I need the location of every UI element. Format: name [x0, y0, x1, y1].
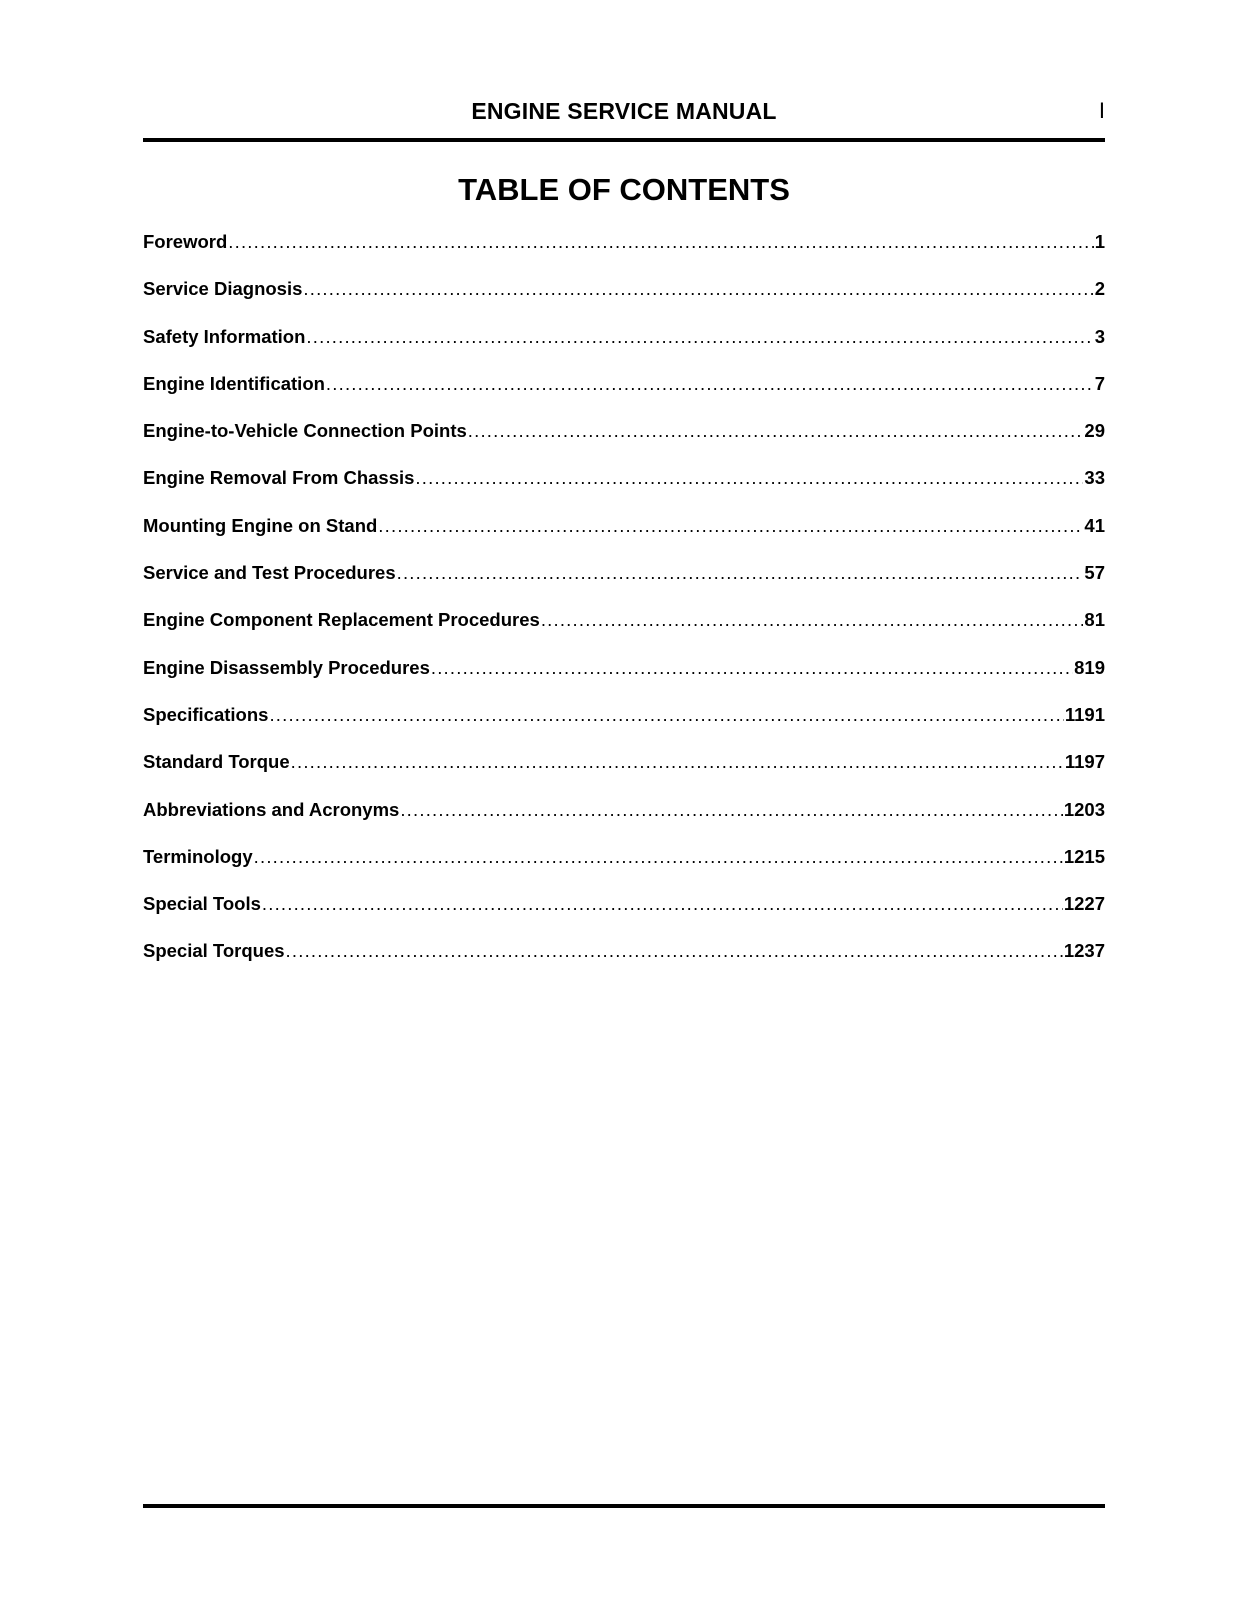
toc-entry-label: Safety Information	[143, 325, 306, 347]
toc-leader-dots	[378, 512, 1083, 540]
toc-leader-dots	[303, 275, 1093, 303]
toc-entry-page: 819	[1074, 656, 1105, 678]
toc-entry-page: 29	[1084, 420, 1105, 442]
toc-entry-engine-component-replacement-procedures[interactable]	[143, 606, 1105, 653]
toc-leader-dots	[468, 417, 1084, 445]
toc-entry-label: Special Torques	[143, 940, 285, 962]
toc-entry-foreword[interactable]	[143, 228, 1105, 275]
toc-entry-standard-torque[interactable]	[143, 748, 1105, 795]
toc-leader-dots	[228, 228, 1093, 256]
toc-entry-label: Engine Removal From Chassis	[143, 467, 415, 489]
header-title: ENGINE SERVICE MANUAL	[471, 98, 777, 124]
toc-entry-engine-disassembly-procedures[interactable]	[143, 654, 1105, 701]
toc-leader-dots	[541, 606, 1084, 634]
toc-entry-terminology[interactable]	[143, 843, 1105, 890]
header-rule	[143, 138, 1105, 142]
toc-entry-page: 7	[1094, 372, 1105, 394]
page-header	[143, 94, 1105, 128]
toc-leader-dots	[326, 370, 1094, 398]
toc-entry-label: Standard Torque	[143, 751, 290, 773]
toc-entry-abbreviations-and-acronyms[interactable]	[143, 796, 1105, 843]
toc-entry-page: 1197	[1064, 751, 1105, 773]
toc-entry-page: 81	[1084, 609, 1105, 631]
toc-entry-label: Service and Test Procedures	[143, 562, 396, 584]
toc-entry-service-diagnosis[interactable]	[143, 275, 1105, 322]
toc-leader-dots	[400, 796, 1063, 824]
toc-entry-page: 2	[1094, 278, 1105, 300]
toc-entry-page: 1203	[1063, 798, 1105, 820]
toc-entry-service-and-test-procedures[interactable]	[143, 559, 1105, 606]
toc-entry-page: 33	[1084, 467, 1105, 489]
header-page-number: I	[1098, 98, 1105, 123]
toc-entry-page: 57	[1084, 562, 1105, 584]
toc-leader-dots	[254, 843, 1063, 871]
toc-entry-page: 1215	[1063, 845, 1105, 867]
toc-entry-label: Engine Component Replacement Procedures	[143, 609, 540, 631]
toc-entry-safety-information[interactable]	[143, 323, 1105, 370]
toc-entry-label: Engine Disassembly Procedures	[143, 656, 430, 678]
toc-entry-page: 1227	[1063, 893, 1105, 915]
toc-entry-engine-to-vehicle-connection-points[interactable]	[143, 417, 1105, 464]
toc-entry-label: Abbreviations and Acronyms	[143, 798, 400, 820]
toc-entry-specifications[interactable]	[143, 701, 1105, 748]
toc-entry-label: Service Diagnosis	[143, 278, 303, 300]
toc-leader-dots	[306, 323, 1093, 351]
toc-entry-special-torques[interactable]	[143, 937, 1105, 984]
toc-leader-dots	[397, 559, 1084, 587]
toc-entry-label: Special Tools	[143, 893, 261, 915]
toc-entry-label: Mounting Engine on Stand	[143, 514, 378, 536]
toc-entry-label: Foreword	[143, 231, 228, 252]
toc-leader-dots	[291, 748, 1064, 776]
toc-entry-engine-removal-from-chassis[interactable]	[143, 464, 1105, 511]
toc-entry-label: Specifications	[143, 703, 269, 725]
toc-entry-label: Engine Identification	[143, 372, 325, 394]
toc-title: TABLE OF CONTENTS	[458, 172, 790, 207]
toc-leader-dots	[269, 701, 1063, 729]
toc-entry-page: 3	[1094, 325, 1105, 347]
toc-entry-page: 1	[1094, 231, 1105, 252]
toc-leader-dots	[415, 464, 1083, 492]
toc-leader-dots	[286, 937, 1063, 965]
toc-list	[143, 228, 1105, 985]
toc-entry-page: 1191	[1064, 703, 1105, 725]
footer-rule	[143, 1504, 1105, 1508]
toc-entry-special-tools[interactable]	[143, 890, 1105, 937]
toc-entry-page: 1237	[1063, 940, 1105, 962]
toc-leader-dots	[431, 654, 1073, 682]
toc-entry-label: Engine-to-Vehicle Connection Points	[143, 420, 467, 442]
toc-entry-label: Terminology	[143, 845, 253, 867]
toc-entry-engine-identification[interactable]	[143, 370, 1105, 417]
toc-entry-mounting-engine-on-stand[interactable]	[143, 512, 1105, 559]
toc-leader-dots	[262, 890, 1063, 918]
toc-entry-page: 41	[1084, 514, 1105, 536]
